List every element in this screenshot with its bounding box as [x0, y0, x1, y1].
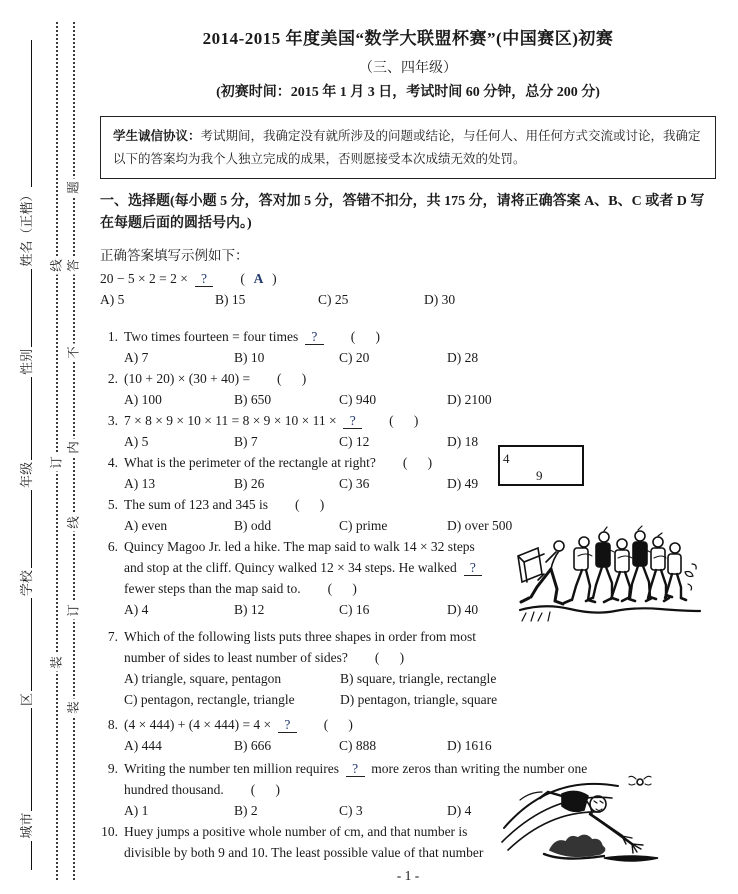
- option-a: A) 100: [124, 392, 162, 408]
- example-expression: 20 − 5 × 2 = 2 × ? ( A ): [100, 271, 277, 287]
- option-d: D) 40: [447, 602, 479, 618]
- option-d: D) 28: [447, 350, 479, 366]
- option-a: A) 4: [124, 602, 149, 618]
- form-field-school: 学校: [19, 570, 34, 597]
- question-line: The sum of 123 and 345 is ( ): [124, 497, 325, 513]
- question-options: [124, 668, 716, 710]
- example-option-c: C) 25: [318, 292, 349, 308]
- option-d: D) 1616: [447, 738, 492, 754]
- option-b: B) 26: [234, 476, 265, 492]
- option-a: A) even: [124, 518, 168, 534]
- example-answer: A: [253, 271, 264, 287]
- option-b: B) 10: [234, 350, 265, 366]
- question-line: What is the perimeter of the rectangle at right? ( ): [124, 455, 433, 471]
- form-blank-line: [29, 598, 32, 691]
- question-number: 1.: [107, 329, 118, 345]
- option-b: B) square, triangle, rectangle: [340, 671, 497, 687]
- question-number: 9.: [107, 761, 118, 777]
- form-blank-line: [29, 841, 32, 870]
- question-number: 10.: [101, 824, 118, 840]
- binding-char: 装: [67, 699, 82, 717]
- rect-height-label: 4: [503, 451, 510, 466]
- form-blank-line: [29, 490, 32, 568]
- section-heading: 一、选择题(每小题 5 分，答对加 5 分，答错不扣分，共 175 分，请将正确答案 A、B、C 或者 D 写在每题后面的圆括号内。): [100, 194, 705, 232]
- exam-content: [100, 0, 716, 863]
- option-c: C) prime: [339, 518, 388, 534]
- option-d: D) 2100: [447, 392, 492, 408]
- integrity-box: [100, 116, 716, 179]
- binding-char: 内: [67, 439, 82, 457]
- example-options: [100, 289, 716, 310]
- question-options: [124, 347, 716, 368]
- binding-char: 订: [50, 454, 65, 472]
- option-a: A) 444: [124, 738, 162, 754]
- answer-blank: ?: [278, 717, 297, 733]
- rect-width-label: 9: [536, 468, 543, 483]
- question-line: divisible by both 9 and 10. The least possible value of that number: [124, 845, 484, 861]
- binding-char: 题: [67, 179, 82, 197]
- form-blank-line: [29, 40, 32, 187]
- example-option-a: A) 5: [100, 292, 125, 308]
- option-b: B) 2: [234, 803, 258, 819]
- hikers-cartoon: [512, 512, 707, 624]
- jumper-cartoon: [500, 770, 665, 868]
- option-c: C) 940: [339, 392, 377, 408]
- example-intro: 正确答案填写示例如下：: [100, 248, 249, 264]
- option-c: C) 888: [339, 738, 377, 754]
- question-3: [100, 410, 716, 452]
- question-line: number of sides to least number of sides? ( ): [124, 650, 405, 666]
- page-number: - 1 -: [396, 868, 420, 883]
- option-b: B) 666: [234, 738, 272, 754]
- answer-blank: ?: [305, 329, 324, 345]
- question-number: 8.: [107, 717, 118, 733]
- question-number: 4.: [107, 455, 118, 471]
- exam-grade-subtitle: （三、四年级）: [359, 61, 457, 76]
- binding-char: 答: [67, 257, 82, 275]
- integrity-text: 考试期间，我确定没有就所涉及的问题或结论，与任何人、用任何方式交流或讨论，我确定以下的答案均为我个人独立完成的成果，否则愿接受本次成绩无效的处罚。: [113, 129, 701, 166]
- question-line: hundred thousand. ( ): [124, 782, 280, 798]
- question-number: 6.: [107, 539, 118, 555]
- option-d: D) pentagon, triangle, square: [340, 692, 498, 708]
- example-option-b: B) 15: [215, 292, 246, 308]
- option-a: A) 5: [124, 434, 149, 450]
- question-options: [124, 389, 716, 410]
- question-line: Huey jumps a positive whole number of cm, and that number is: [124, 824, 468, 840]
- binding-char: 线: [67, 514, 82, 532]
- form-field-grade: 年级: [19, 461, 34, 488]
- option-c: C) 36: [339, 476, 370, 492]
- option-b: B) odd: [234, 518, 272, 534]
- exam-time-info: (初赛时间：2015 年 1 月 3 日，考试时间 60 分钟，总分 200 分): [216, 85, 600, 100]
- option-d: D) 18: [447, 434, 479, 450]
- question-line: Writing the number ten million requires ? more zeros than writing the number one: [124, 761, 588, 777]
- rectangle-figure: [498, 445, 584, 486]
- answer-blank: ?: [464, 560, 483, 576]
- option-c: C) pentagon, rectangle, triangle: [124, 692, 295, 708]
- form-blank-line: [29, 269, 32, 347]
- form-blank-line: [29, 708, 32, 811]
- binding-char: 装: [50, 654, 65, 672]
- question-number: 7.: [107, 629, 118, 645]
- option-d: D) over 500: [447, 518, 513, 534]
- question-line: Quincy Magoo Jr. led a hike. The map said to walk 14 × 32 steps: [124, 539, 475, 555]
- answer-blank: ?: [195, 271, 214, 287]
- form-field-gender: 性别: [19, 348, 34, 375]
- option-d: D) 4: [447, 803, 472, 819]
- form-field-district: 区: [19, 693, 34, 707]
- question-line: fewer steps than the map said to. ( ): [124, 581, 357, 597]
- option-d: D) 49: [447, 476, 479, 492]
- option-c: C) 3: [339, 803, 363, 819]
- binding-char: 不: [67, 344, 82, 362]
- option-c: C) 20: [339, 350, 370, 366]
- question-8: [100, 714, 716, 756]
- option-a: A) 7: [124, 350, 149, 366]
- question-line: (4 × 444) + (4 × 444) = 4 × ? ( ): [124, 717, 353, 733]
- question-number: 5.: [107, 497, 118, 513]
- integrity-label: 学生诚信协议：: [113, 129, 201, 143]
- question-number: 2.: [107, 371, 118, 387]
- question-1: [100, 326, 716, 368]
- option-a: A) 13: [124, 476, 156, 492]
- form-field-name: 姓名（正楷）: [19, 188, 34, 267]
- binding-line-inner: [56, 22, 58, 880]
- question-line: Two times fourteen = four times ? ( ): [124, 329, 381, 345]
- question-7: [100, 626, 716, 710]
- question-line: (10 + 20) × (30 + 40) = ( ): [124, 371, 307, 387]
- question-options: [124, 431, 716, 452]
- question-options: [124, 473, 716, 494]
- form-blank-line: [29, 377, 32, 460]
- question-options: [124, 735, 716, 756]
- option-c: C) 16: [339, 602, 370, 618]
- option-b: B) 7: [234, 434, 258, 450]
- question-line: and stop at the cliff. Quincy walked 12 × 34 steps. He walked ?: [124, 557, 532, 578]
- question-4: [100, 452, 716, 494]
- example-option-d: D) 30: [424, 292, 456, 308]
- option-b: B) 650: [234, 392, 272, 408]
- question-line: Which of the following lists puts three shapes in order from most: [124, 629, 477, 645]
- student-info-form: [18, 40, 34, 870]
- answer-blank: ?: [346, 761, 365, 777]
- binding-char: 订: [67, 602, 82, 620]
- question-2: [100, 368, 716, 410]
- option-b: B) 12: [234, 602, 265, 618]
- option-a: A) triangle, square, pentagon: [124, 671, 282, 687]
- question-line: 7 × 8 × 9 × 10 × 11 = 8 × 9 × 10 × 11 × ? ( ): [124, 413, 419, 429]
- binding-char: 线: [50, 257, 65, 275]
- option-c: C) 12: [339, 434, 370, 450]
- question-number: 3.: [107, 413, 118, 429]
- exam-title: 2014-2015 年度美国“数学大联盟杯赛”(中国赛区)初赛: [202, 29, 614, 48]
- form-field-city: 城市: [19, 812, 34, 839]
- option-a: A) 1: [124, 803, 149, 819]
- answer-blank: ?: [343, 413, 362, 429]
